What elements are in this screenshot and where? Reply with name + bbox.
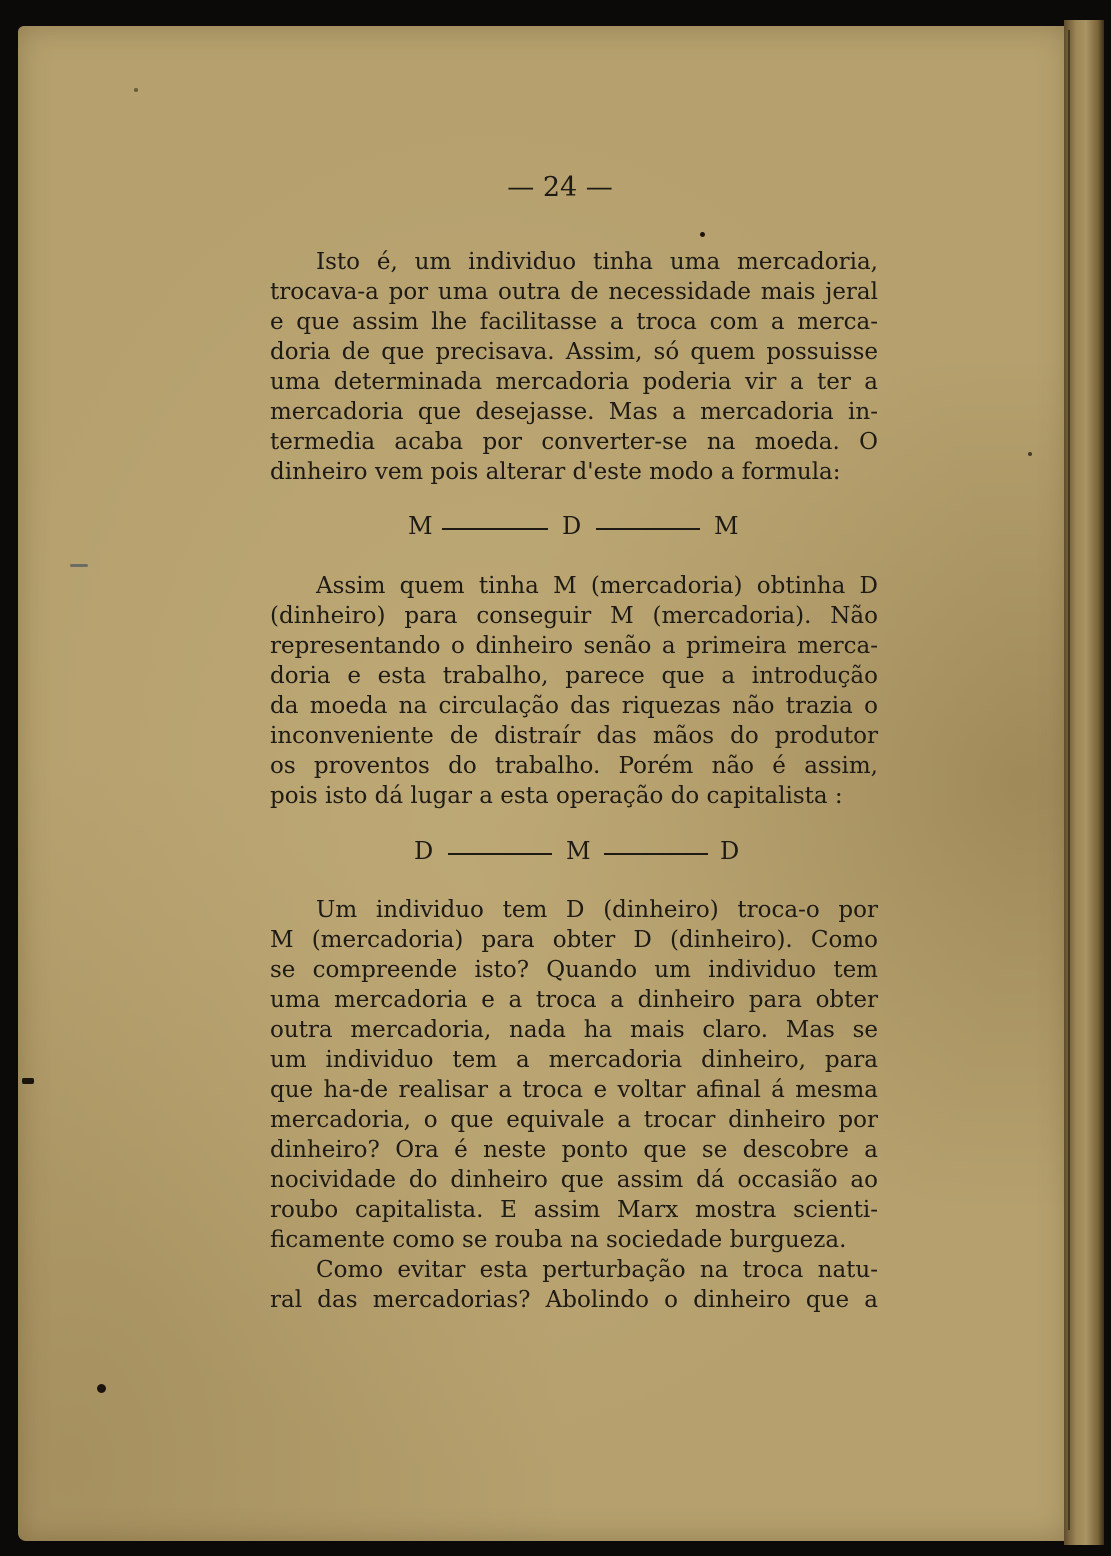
ink-speck [70,564,88,567]
text-line: e que assim lhe facilitasse a troca com a merca- [270,309,878,335]
text-line: Assim quem tinha M (mercadoria) obtinha D [316,573,878,599]
text-line: inconveniente de distraír das mãos do produtor [270,723,878,749]
text-line: um individuo tem a mercadoria dinheiro, para [270,1047,878,1073]
text-line: dinheiro vem pois alterar d'este modo a formula: [270,459,841,485]
text-line: se compreende isto? Quando um individuo tem [270,957,878,983]
formula-dash [604,853,708,855]
text-line: Um individuo tem D (dinheiro) troca-o por [316,897,878,923]
formula-d-m-d [400,837,760,869]
text-line: ficamente como se rouba na sociedade burgueza. [270,1227,847,1253]
formula-symbol: D [414,837,434,865]
book-spine [1064,20,1104,1545]
text-line: doria e esta trabalho, parece que a introdução [270,663,878,689]
formula-symbol: M [714,512,739,540]
text-line: uma mercadoria e a troca a dinheiro para obter [270,987,878,1013]
page-number: — 24 — [507,172,613,203]
formula-dash [448,853,552,855]
ink-speck [22,1078,34,1084]
text-line: pois isto dá lugar a esta operação do capitalista : [270,783,843,809]
spine-edge [1068,30,1070,1530]
text-line: representando o dinheiro senão a primeira merca- [270,633,878,659]
ink-speck [134,88,138,92]
ink-speck [97,1384,106,1393]
text-line: da moeda na circulação das riquezas não trazia o [270,693,878,719]
text-line: termedia acaba por converter-se na moeda. O [270,429,878,455]
formula-dash [442,528,548,530]
text-line: trocava-a por uma outra de necessidade mais jeral [270,279,878,305]
text-line: uma determinada mercadoria poderia vir a ter a [270,369,878,395]
text-line: mercadoria que desejasse. Mas a mercadoria in- [270,399,878,425]
text-line: ral das mercadorias? Abolindo o dinheiro que a [270,1287,878,1313]
formula-symbol: D [720,837,740,865]
ink-speck [700,232,705,237]
ink-speck [1028,452,1032,456]
formula-m-d-m [400,512,760,544]
text-line: dinheiro? Ora é neste ponto que se descobre a [270,1137,878,1163]
formula-symbol: M [408,512,433,540]
text-line: M (mercadoria) para obter D (dinheiro). Como [270,927,878,953]
formula-dash [596,528,700,530]
text-line: os proventos do trabalho. Porém não é assim, [270,753,878,779]
formula-symbol: M [566,837,591,865]
formula-symbol: D [562,512,582,540]
text-line: mercadoria, o que equivale a trocar dinheiro por [270,1107,878,1133]
text-line: (dinheiro) para conseguir M (mercadoria). Não [270,603,878,629]
text-line: que ha-de realisar a troca e voltar afinal á mesma [270,1077,878,1103]
text-line: roubo capitalista. E assim Marx mostra scienti- [270,1197,878,1223]
text-line: nocividade do dinheiro que assim dá occasião ao [270,1167,878,1193]
text-line: Como evitar esta perturbação na troca natu- [316,1257,878,1283]
text-line: outra mercadoria, nada ha mais claro. Mas se [270,1017,878,1043]
text-line: Isto é, um individuo tinha uma mercadoria, [316,249,878,275]
text-line: doria de que precisava. Assim, só quem possuisse [270,339,878,365]
